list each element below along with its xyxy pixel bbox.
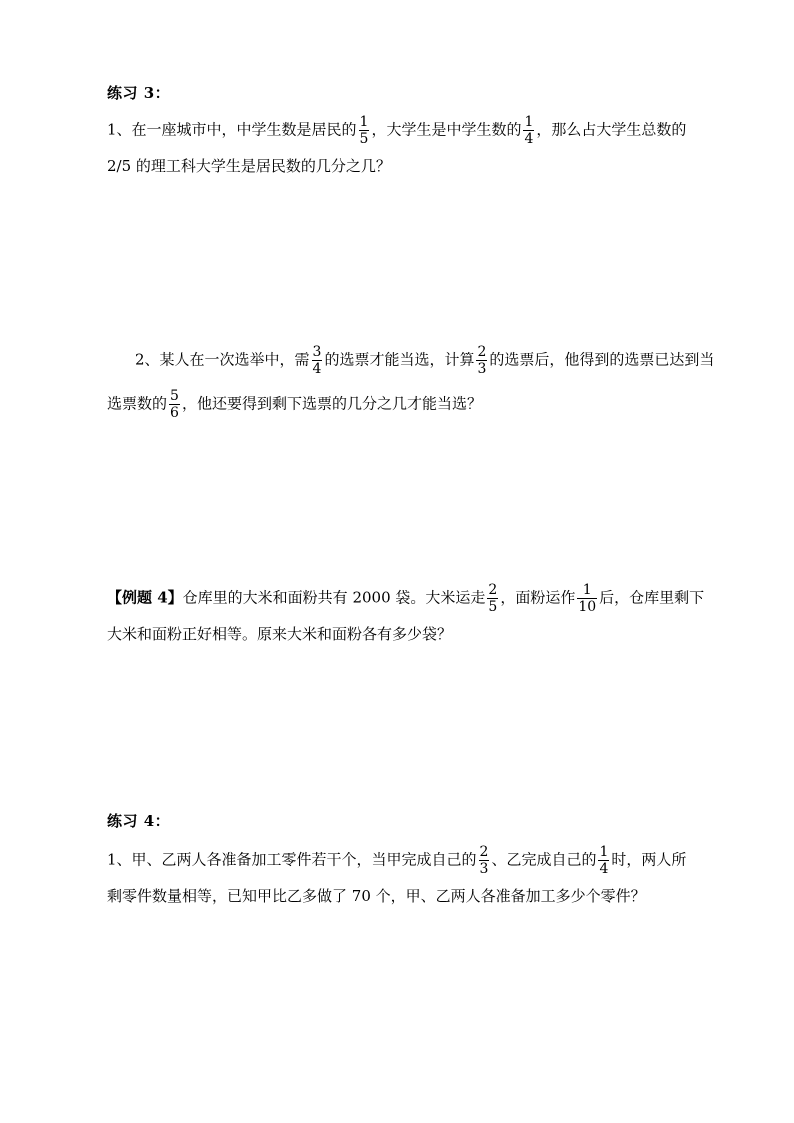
example-4-line2: 大米和面粉正好相等。原来大米和面粉各有多少袋？	[107, 625, 453, 643]
ex4-q1-text-c: 时，两人所	[611, 850, 687, 869]
ex3-q2-text-d: 选票数的	[107, 394, 168, 413]
example-4-fraction-1: $\frac{2}{5}$	[488, 582, 498, 615]
ex4-q1-line1	[107, 844, 723, 877]
ex4-q1-fraction-1: $\frac{2}{3}$	[479, 844, 489, 877]
ex3-q1-text-b: ，大学生是中学生数的	[371, 120, 522, 139]
ex3-q1-line2: 2/5 的理工科大学生是居民数的几分之几？	[107, 157, 391, 175]
ex3-q2-fraction-2: $\frac{2}{3}$	[477, 344, 487, 377]
example-4-line1	[107, 582, 723, 615]
ex4-q1-line2: 剩零件数量相等，已知甲比乙多做了 70 个，甲、乙两人各准备加工多少个零件？	[107, 887, 646, 905]
ex3-q2-fraction-3: $\frac{5}{6}$	[170, 388, 179, 421]
ex4-q1-text-a: 1、甲、乙两人各准备加工零件若干个，当甲完成自己的	[107, 850, 477, 869]
example-4-fraction-2: $\frac{1}{10}$	[578, 582, 597, 615]
ex3-q2-text-b: 的选票才能当选，计算	[324, 350, 475, 369]
example-4-tag: 【例题 4】	[107, 588, 183, 607]
ex3-q1-text-a: 1、在一座城市中，中学生数是居民的	[107, 120, 357, 139]
ex3-q1-fraction-2: $\frac{1}{4}$	[524, 114, 534, 147]
ex3-q2-text-c: 的选票后，他得到的选票已达到当	[489, 350, 715, 369]
ex4-q1-fraction-2: $\frac{1}{4}$	[599, 844, 609, 877]
ex3-q1-fraction-1: $\frac{1}{5}$	[359, 114, 369, 147]
ex3-q2-text-a: 2、某人在一次选举中，需	[135, 350, 310, 369]
example-4-text-a: 仓库里的大米和面粉共有 2000 袋。大米运走	[182, 588, 486, 607]
exercise-4-heading: 练习 4：	[107, 812, 171, 830]
ex3-q2-text-e: ，他还要得到剩下选票的几分之几才能当选？	[181, 394, 482, 413]
ex3-q1-line1	[107, 114, 723, 147]
ex3-q2-fraction-1: $\frac{3}{4}$	[312, 344, 322, 377]
example-4-text-c: 后，仓库里剩下	[599, 588, 705, 607]
ex3-q1-text-c: ，那么占大学生总数的	[536, 120, 687, 139]
example-4-text-b: ，面粉运作	[500, 588, 576, 607]
exercise-3-heading: 练习 3：	[107, 84, 171, 102]
ex4-q1-text-b: 、乙完成自己的	[491, 850, 597, 869]
ex3-q2-line2	[107, 388, 723, 421]
ex3-q2-line1	[135, 344, 751, 377]
